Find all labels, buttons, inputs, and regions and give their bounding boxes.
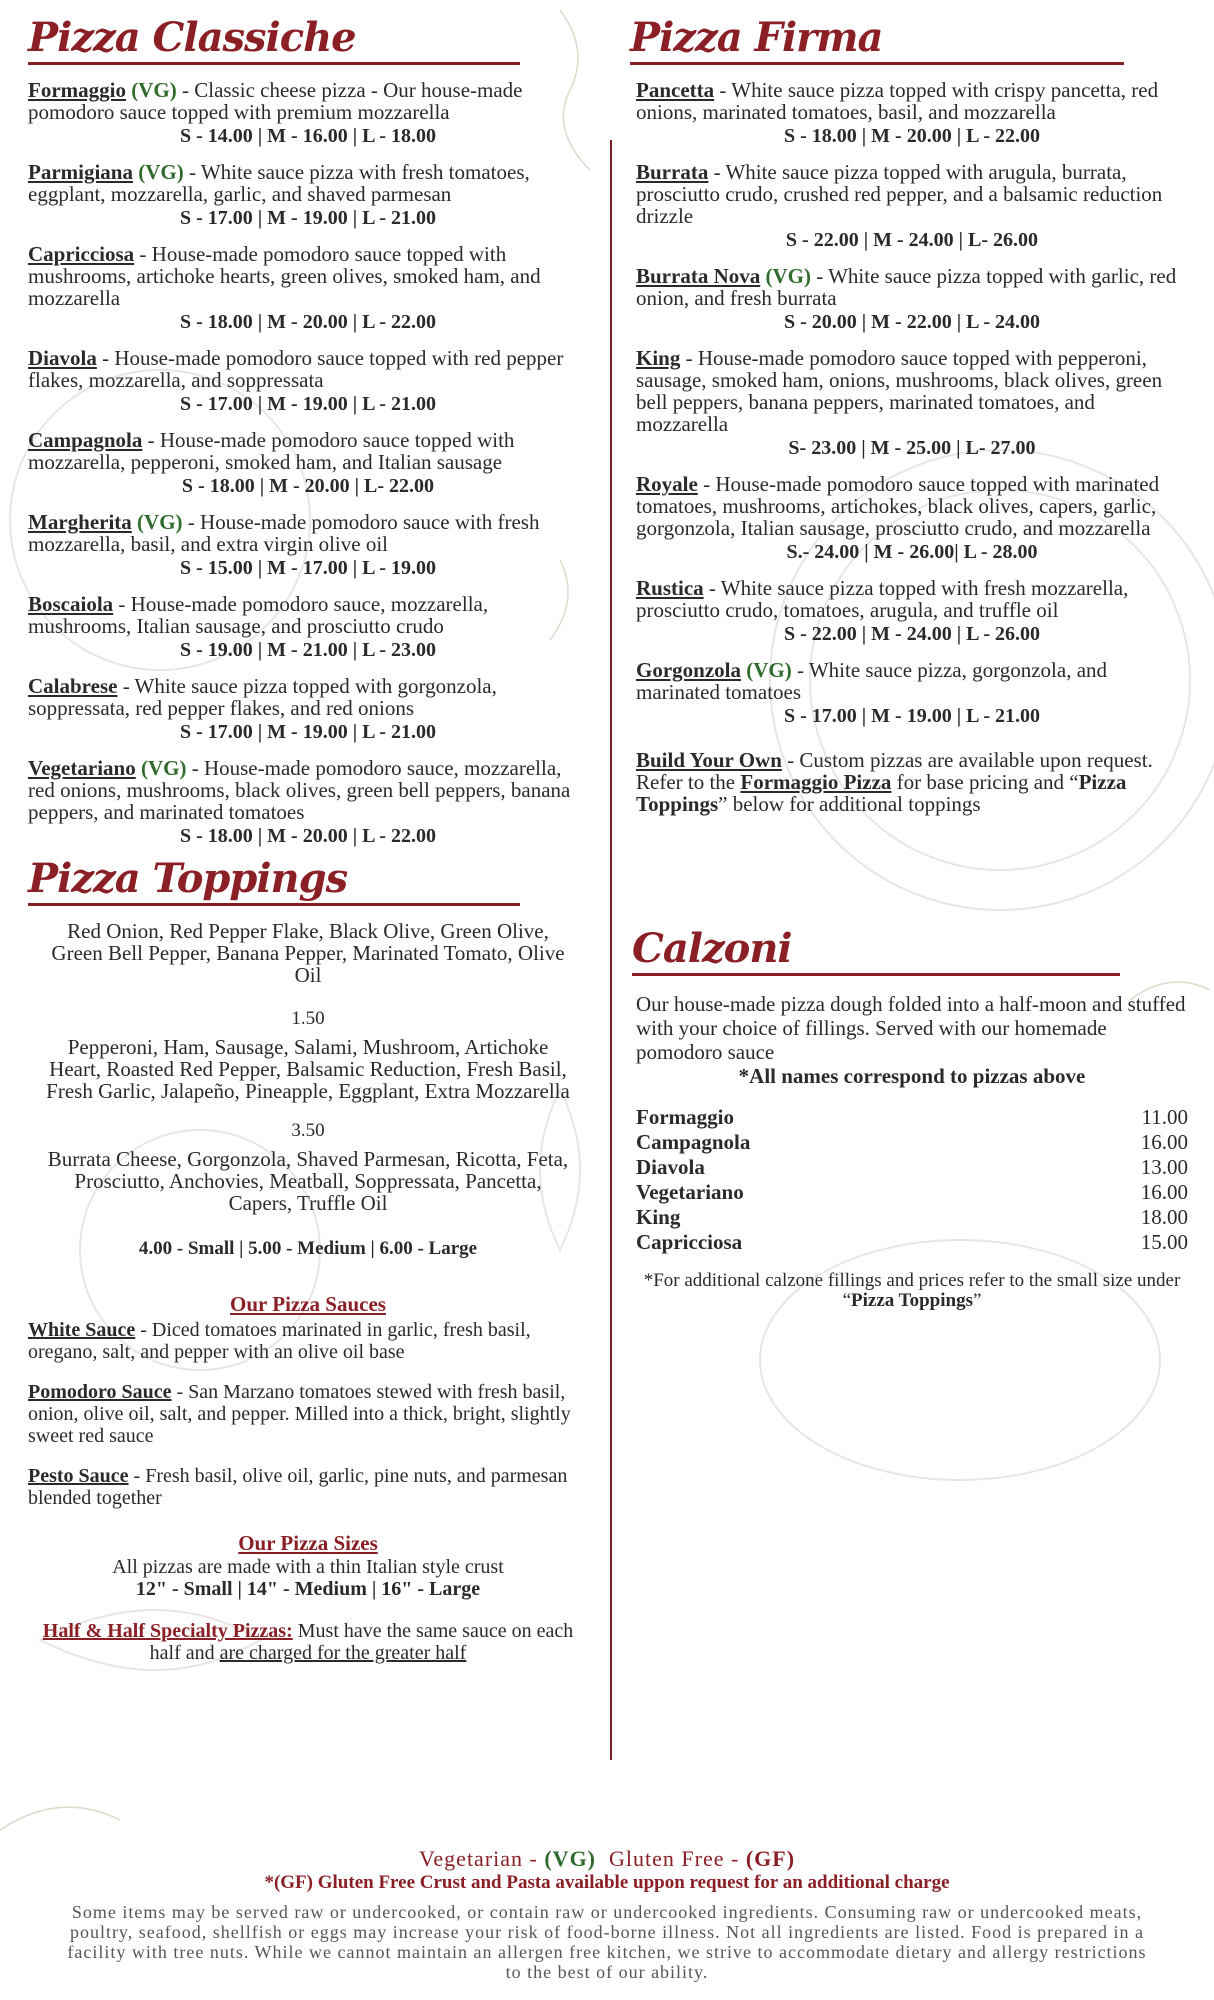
item-name: Campagnola xyxy=(28,428,143,452)
sizes-heading: Our Pizza Sizes xyxy=(238,1531,378,1555)
item-name: King xyxy=(636,346,681,370)
item-price: S - 18.00 | M - 20.00 | L - 22.00 xyxy=(179,825,437,847)
menu-item xyxy=(636,659,1188,727)
menu-item xyxy=(28,429,588,497)
item-name: Calabrese xyxy=(28,674,118,698)
item-name: Diavola xyxy=(28,346,97,370)
calzoni-foot-text: *For additional calzone fillings and prices refer to the small size under “ xyxy=(643,1270,1181,1311)
half-and-half-note xyxy=(28,1620,588,1664)
item-name: Parmigiana xyxy=(28,160,133,184)
menu-item xyxy=(636,265,1188,333)
build-text-1: - Custom pizzas are available upon request. Refer to the xyxy=(636,748,1153,794)
gf-code: (GF) xyxy=(745,1846,796,1871)
toppings-group-1: Red Onion, Red Pepper Flake, Black Olive, Green Olive, Green Bell Pepper, Banana Pepper, Marinated Tomato, Olive Oil xyxy=(51,919,565,987)
menu-item xyxy=(28,243,588,333)
item-name: Gorgonzola xyxy=(636,658,741,682)
item-name: Boscaiola xyxy=(28,592,114,616)
menu-item xyxy=(636,347,1188,459)
toppings-group-2: Pepperoni, Ham, Sausage, Salami, Mushroom, Artichoke Heart, Roasted Red Pepper, Balsamic Reduction, Fresh Basil, Fresh Garlic, Jalapeño, Pineapple, Eggplant, Extra Mozzarella xyxy=(46,1035,570,1103)
calzoni-footnote xyxy=(636,1271,1188,1311)
build-toppings-ref: Pizza Toppings xyxy=(636,770,1127,816)
item-description: - House-made pomodoro sauce topped with mozzarella, pepperoni, smoked ham, and Italian sausage xyxy=(28,428,515,474)
veg-code: (VG) xyxy=(544,1846,597,1871)
item-description: - House-made pomodoro sauce topped with mushrooms, artichoke hearts, green olives, smoked ham, and mozzarella xyxy=(28,242,541,310)
sizes-list xyxy=(28,1578,588,1600)
calzone-price: 16.00 xyxy=(1140,1130,1188,1154)
build-your-own-label: Build Your Own xyxy=(636,748,782,772)
item-name: Vegetariano xyxy=(28,756,136,780)
calzone-row xyxy=(636,1205,1188,1230)
build-your-own xyxy=(636,749,1188,815)
sizes-values: 12" - Small | 14" - Medium | 16" - Large xyxy=(135,1578,481,1600)
sauce-item xyxy=(28,1465,588,1509)
sauce-description: - Diced tomatoes marinated in garlic, fresh basil, oregano, salt, and pepper with an olive oil base xyxy=(28,1319,531,1363)
item-description: - White sauce pizza topped with arugula, burrata, prosciutto crudo, crushed red pepper, and a balsamic reduction drizzle xyxy=(636,160,1163,228)
sauce-name: White Sauce xyxy=(28,1319,136,1341)
item-name: Burrata Nova xyxy=(636,264,761,288)
build-text-3: ” below for additional toppings xyxy=(718,792,981,816)
sauce-description: - Fresh basil, olive oil, garlic, pine nuts, and parmesan blended together xyxy=(28,1465,568,1509)
gf-label: Gluten Free - xyxy=(596,1846,746,1871)
right-column xyxy=(630,0,1188,1311)
item-description: - Classic cheese pizza - Our house-made pomodoro sauce topped with premium mozzarella xyxy=(28,78,523,124)
sizes-crust-note: All pizzas are made with a thin Italian style crust xyxy=(112,1556,504,1578)
menu-item xyxy=(636,577,1188,645)
item-description: - White sauce pizza topped with garlic, red onion, and fresh burrata xyxy=(636,264,1177,310)
sauce-name: Pomodoro Sauce xyxy=(28,1381,172,1403)
item-price: S - 18.00 | M - 20.00 | L - 22.00 xyxy=(783,125,1041,147)
menu-item xyxy=(28,79,588,147)
vegetarian-badge: (VG) xyxy=(131,78,177,102)
calzone-row xyxy=(636,1155,1188,1180)
item-price: S.- 24.00 | M - 26.00| L - 28.00 xyxy=(786,541,1038,563)
menu-item xyxy=(28,347,588,415)
gluten-free-note: *(GF) Gluten Free Crust and Pasta available uppon request for an additional charge xyxy=(264,1872,950,1893)
item-price: S- 23.00 | M - 25.00 | L- 27.00 xyxy=(788,437,1036,459)
calzoni-heading: Calzoni xyxy=(632,925,1120,976)
item-description: - House-made pomodoro sauce topped with red pepper flakes, mozzarella, and soppressata xyxy=(28,346,564,392)
item-description: - White sauce pizza topped with fresh mozzarella, prosciutto crudo, tomatoes, arugula, and truffle oil xyxy=(636,576,1129,622)
calzone-name: Vegetariano xyxy=(636,1180,744,1204)
vegetarian-badge: (VG) xyxy=(138,160,184,184)
item-name: Pancetta xyxy=(636,78,715,102)
calzone-price: 15.00 xyxy=(1140,1230,1188,1254)
vegetarian-badge: (VG) xyxy=(137,510,183,534)
vegetarian-badge: (VG) xyxy=(140,756,187,780)
half-and-half-label: Half & Half Specialty Pizzas: xyxy=(42,1620,293,1642)
menu-item xyxy=(636,79,1188,147)
classiche-heading: Pizza Classiche xyxy=(28,14,520,65)
left-column xyxy=(28,0,588,1664)
item-price: S - 19.00 | M - 21.00 | L - 23.00 xyxy=(179,639,437,661)
item-price: S - 20.00 | M - 22.00 | L - 24.00 xyxy=(783,311,1041,333)
item-description: - White sauce pizza topped with gorgonzola, soppressata, red pepper flakes, and red onions xyxy=(28,674,497,720)
menu-item xyxy=(28,757,588,847)
calzone-name: Diavola xyxy=(636,1155,705,1179)
calzone-price: 11.00 xyxy=(1141,1105,1188,1129)
menu-item xyxy=(28,161,588,229)
menu-item xyxy=(28,511,588,579)
toppings-group-3: Burrata Cheese, Gorgonzola, Shaved Parmesan, Ricotta, Feta, Prosciutto, Anchovies, Meatball, Soppressata, Pancetta, Capers, Truffle Oil xyxy=(47,1147,569,1215)
half-and-half-underlined: are charged for the greater half xyxy=(219,1642,467,1664)
toppings-heading: Pizza Toppings xyxy=(28,855,520,906)
menu-item xyxy=(28,675,588,743)
calzone-row xyxy=(636,1105,1188,1130)
item-price: S - 22.00 | M - 24.00 | L - 26.00 xyxy=(783,623,1041,645)
allergy-disclaimer: Some items may be served raw or undercooked, or contain raw or undercooked ingredients. Consuming raw or undercooked meats, poultry, seafood, shellfish or eggs may increase your risk of food-borne illness. Not all ingredients are listed. Food is prepared in a facility with tree nuts. While we cannot maintain an allergen free kitchen, we strive to accommodate dietary and allergy restrictions to the best of our ability. xyxy=(67,1902,1147,1982)
calzone-name: King xyxy=(636,1205,681,1229)
menu-item xyxy=(28,593,588,661)
item-price: S - 17.00 | M - 19.00 | L - 21.00 xyxy=(179,393,437,415)
calzoni-foot-bold: Pizza Toppings xyxy=(851,1290,973,1311)
item-description: - White sauce pizza topped with crispy pancetta, red onions, marinated tomatoes, basil, and mozzarella xyxy=(636,78,1159,124)
item-price: S - 14.00 | M - 16.00 | L - 18.00 xyxy=(179,125,437,147)
calzone-price: 18.00 xyxy=(1140,1205,1188,1229)
calzone-price: 13.00 xyxy=(1140,1155,1188,1179)
item-price: S - 17.00 | M - 19.00 | L - 21.00 xyxy=(783,705,1041,727)
calzoni-foot-end: ” xyxy=(972,1290,982,1311)
column-divider xyxy=(610,140,612,1760)
item-price: S - 22.00 | M - 24.00 | L- 26.00 xyxy=(785,229,1039,251)
item-name: Capricciosa xyxy=(28,242,135,266)
item-name: Margherita xyxy=(28,510,132,534)
sauces-heading: Our Pizza Sauces xyxy=(230,1292,386,1316)
item-name: Royale xyxy=(636,472,698,496)
calzone-name: Formaggio xyxy=(636,1105,734,1129)
calzone-name: Capricciosa xyxy=(636,1230,743,1254)
half-and-half-text: Must have the same sauce on each half and xyxy=(149,1620,574,1664)
item-description: - House-made pomodoro sauce, mozzarella, red onions, mushrooms, black olives, green bell peppers, banana peppers, and marinated tomatoes xyxy=(28,756,571,824)
sauce-item xyxy=(28,1381,588,1447)
firma-heading: Pizza Firma xyxy=(630,14,1124,65)
item-description: - House-made pomodoro sauce topped with pepperoni, sausage, smoked ham, onions, mushrooms, black olives, green bell peppers, banana peppers, marinated tomatoes, and mozzarella xyxy=(636,346,1163,436)
toppings-price-2: 3.50 xyxy=(291,1120,325,1141)
formaggio-pizza-link[interactable]: Formaggio Pizza xyxy=(740,770,892,794)
item-price: S - 15.00 | M - 17.00 | L - 19.00 xyxy=(179,557,437,579)
item-name: Rustica xyxy=(636,576,704,600)
menu-item xyxy=(636,473,1188,563)
item-price: S - 18.00 | M - 20.00 | L - 22.00 xyxy=(179,311,437,333)
item-price: S - 18.00 | M - 20.00 | L- 22.00 xyxy=(181,475,435,497)
sauce-item xyxy=(28,1319,588,1363)
item-description: - White sauce pizza with fresh tomatoes, eggplant, mozzarella, garlic, and shaved parmesan xyxy=(28,160,530,206)
item-name: Burrata xyxy=(636,160,709,184)
item-description: - White sauce pizza, gorgonzola, and marinated tomatoes xyxy=(636,658,1108,704)
sauce-description: - San Marzano tomatoes stewed with fresh basil, onion, olive oil, salt, and pepper. Milled into a thick, bright, slightly sweet red sauce xyxy=(28,1381,571,1447)
calzoni-note: *All names correspond to pizzas above xyxy=(738,1064,1086,1088)
item-name: Formaggio xyxy=(28,78,126,102)
toppings-size-prices: 4.00 - Small | 5.00 - Medium | 6.00 - Large xyxy=(138,1238,478,1259)
build-text-2: for base pricing and “ xyxy=(891,770,1079,794)
calzone-row xyxy=(636,1130,1188,1155)
sauce-name: Pesto Sauce xyxy=(28,1465,129,1487)
sauces-list xyxy=(28,1319,588,1509)
item-description: - House-made pomodoro sauce topped with marinated tomatoes, mushrooms, artichokes, black olives, capers, garlic, gorgonzola, Italian sausage, prosciutto crudo, and mozzarella xyxy=(636,472,1160,540)
calzone-name: Campagnola xyxy=(636,1130,751,1154)
vegetarian-badge: (VG) xyxy=(765,264,811,288)
vegetarian-badge: (VG) xyxy=(746,658,792,682)
item-description: - House-made pomodoro sauce, mozzarella, mushrooms, Italian sausage, and prosciutto crudo xyxy=(28,592,489,638)
firma-list xyxy=(636,79,1188,727)
item-description: - House-made pomodoro sauce with fresh mozzarella, basil, and extra virgin olive oil xyxy=(28,510,540,556)
item-price: S - 17.00 | M - 19.00 | L - 21.00 xyxy=(179,721,437,743)
calzone-row xyxy=(636,1230,1188,1255)
item-price: S - 17.00 | M - 19.00 | L - 21.00 xyxy=(179,207,437,229)
veg-label: Vegetarian - xyxy=(418,1846,545,1871)
calzone-row xyxy=(636,1180,1188,1205)
calzoni-list xyxy=(636,1105,1188,1255)
toppings-price-1: 1.50 xyxy=(291,1008,325,1029)
calzone-price: 16.00 xyxy=(1140,1180,1188,1204)
menu-item xyxy=(636,161,1188,251)
calzoni-intro: Our house-made pizza dough folded into a half-moon and stuffed with your choice of fillings. Served with our homemade pomodoro sauce xyxy=(636,992,1186,1064)
classiche-list xyxy=(28,79,588,847)
diet-legend xyxy=(0,1846,1214,1872)
